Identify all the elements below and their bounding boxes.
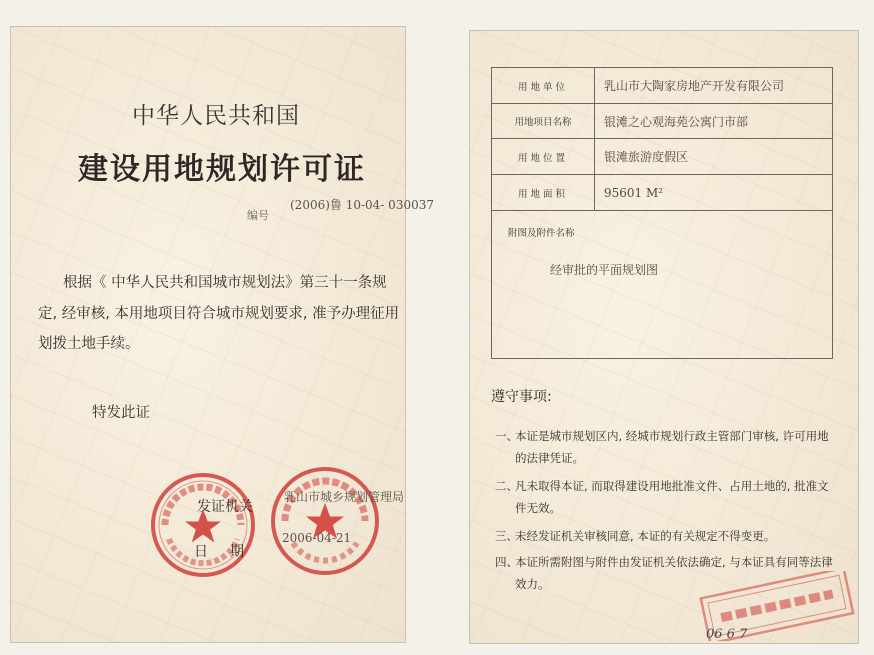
- body-line-3: 划拨土地手续。: [38, 336, 140, 352]
- attachments-label: 附图及附件名称: [508, 228, 575, 239]
- field-label: 用地位置: [492, 139, 595, 174]
- table-row: [492, 175, 832, 211]
- table-row: [492, 68, 832, 104]
- certificate-right-page: [470, 31, 858, 643]
- country-heading: 中华人民共和国: [132, 103, 300, 129]
- note-text: 本证是城市规划区内, 经城市规划行政主管部门审核, 许可用地的法律凭证。: [515, 429, 829, 465]
- body-line-1: 根据《 中华人民共和国城市规划法》第三十一条规: [63, 275, 387, 291]
- right-seal-stamp: [269, 465, 381, 577]
- body-line-2: 定, 经审核, 本用地项目符合城市规划要求, 准予办理征用: [38, 306, 400, 322]
- note-number: 三、: [495, 529, 518, 543]
- table-row: [492, 104, 832, 139]
- note-item: [495, 475, 840, 519]
- date-value: 2006-04-21: [282, 531, 352, 545]
- certificate-number: (2006)鲁 10-04- 030037: [290, 198, 434, 212]
- field-label: 用地面积: [492, 175, 595, 210]
- issuer-label: 发证机关: [197, 499, 253, 515]
- certificate-title: 建设用地规划许可证: [78, 152, 366, 187]
- date-label: 日期: [194, 544, 266, 560]
- field-value: 银滩旅游度假区: [604, 150, 689, 164]
- certificate-number-label: 编号: [247, 209, 269, 222]
- note-text: 本证所需附图与附件由发证机关依法确定, 与本证具有同等法律效力。: [515, 555, 833, 591]
- note-text: 未经发证机关审核同意, 本证的有关规定不得变更。: [515, 529, 776, 543]
- field-label: 用地单位: [492, 68, 595, 103]
- field-value: 银滩之心观海苑公寓门市部: [604, 114, 749, 129]
- note-number: 一、: [495, 429, 518, 443]
- field-value: 95601 M²: [604, 185, 664, 200]
- notes-title: 遵守事项:: [491, 389, 552, 405]
- note-number: 四、: [495, 555, 518, 569]
- note-text: 凡未取得本证, 而取得建设用地批准文件、占用土地的, 批准文件无效。: [515, 479, 829, 515]
- note-item: [495, 525, 840, 547]
- handwritten-date: 06 6 7: [706, 627, 748, 642]
- land-info-table: [491, 67, 833, 359]
- attachments-value: 经审批的平面规划图: [550, 263, 659, 277]
- note-number: 二、: [495, 479, 518, 493]
- issuer-value: 乳山市城乡规划管理局: [284, 490, 405, 504]
- table-row: [492, 139, 832, 175]
- certificate-left-page: [11, 27, 434, 642]
- special-issue-note: 特发此证: [92, 405, 150, 421]
- field-value: 乳山市大陶家房地产开发有限公司: [604, 79, 785, 93]
- field-label: 用地项目名称: [492, 104, 595, 138]
- left-seal-stamp: [149, 471, 257, 579]
- note-item: [495, 425, 840, 469]
